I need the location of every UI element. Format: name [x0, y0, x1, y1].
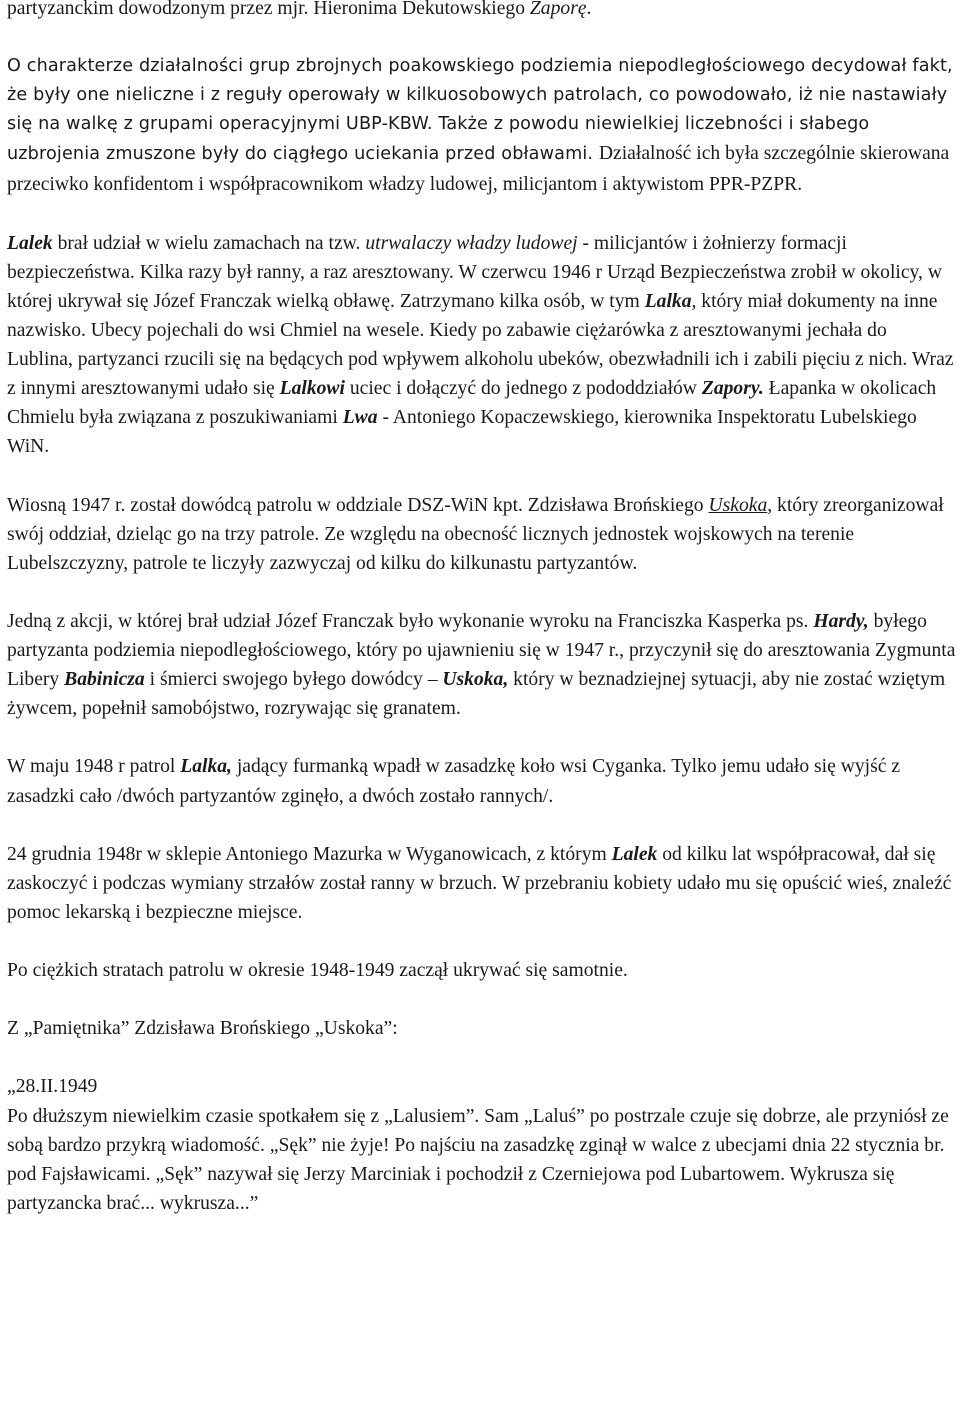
paragraph-assassinations [7, 229, 957, 462]
emphasis-hardy: Hardy, [813, 610, 869, 632]
paragraph-text: Wiosną 1947 r. został dowódcą patrolu w oddziale DSZ-WiN kpt. Zdzisława Brońskiego [7, 494, 709, 516]
paragraph-text: - milicjantów i żołnierzy formacji bezpieczeństwa. Kilka razy był ranny, a raz aresztowany. W czerwcu 1946 r Urząd Bezpieczeństwa zrobił w okolicy, w której ukrywał się Józef Franczak wielką obławę. Zatrzymano kilka osób, w tym [7, 232, 943, 312]
emphasis-utrwalaczy: utrwalaczy władzy ludowej [365, 232, 578, 254]
emphasis-lalkowi: Lalkowi [279, 378, 345, 400]
emphasis-zapory: Zapory. [701, 378, 764, 400]
diary-date: „28.II.1949 [7, 1076, 98, 1098]
paragraph-text: Działalność ich była szczególnie skierowana przeciwko konfidentom i współpracownikom władzy ludowej, milicjantom i aktywistom PPR-PZPR. [7, 143, 950, 195]
paragraph-spring-1947 [7, 491, 957, 578]
paragraph-text: W maju 1948 r patrol [7, 756, 181, 778]
paragraph-intro-end [7, 0, 957, 23]
paragraph-text: , który miał dokumenty na inne nazwisko. Ubecy pojechali do wsi Chmiel na wesele. Kiedy po zabawie ciężarówka z aresztowanymi jechała do Lublina, partyzanci rzucili się na będących pod wpływem alkoholu ubeków, obezwładnili ich i zabili pięciu z nich. Wraz z innymi aresztowanymi udało się [7, 290, 954, 400]
emphasis-lalka-2: Lalka, [180, 756, 232, 778]
document-page [7, 0, 957, 1218]
paragraph-text: brał udział w wielu zamachach na tzw. [52, 232, 366, 254]
emphasis-uskoka-2: Uskoka, [442, 669, 509, 691]
paragraph-text: uciec i dołączyć do jednego z pododdziałów [344, 378, 702, 400]
paragraph-kasperek [7, 607, 957, 723]
paragraph-text: partyzanckim dowodzonym przez mjr. Hieronima Dekutowskiego [7, 0, 530, 19]
paragraph-text: Z „Pamiętnika” Zdzisława Brońskiego „Uskoka”: [7, 1018, 398, 1040]
paragraph-alone [7, 956, 957, 985]
paragraph-text: , który zreorganizował swój oddział, dzieląc go na trzy patrole. Ze względu na obecność licznych jednostek wojskowych na terenie Lubelszczyzny, patrole te liczyły zazwyczaj od kilku do kilkunastu partyzantów. [7, 494, 944, 574]
paragraph-text: jadący furmanką wpadł w zasadzkę koło wsi Cyganka. Tylko jemu udało się wyjść z zasadzki cało /dwóch partyzantów zginęło, a dwóch zostało rannych/. [7, 756, 901, 807]
emphasis-lalek-2: Lalek [611, 843, 658, 865]
paragraph-text: 24 grudnia 1948r w sklepie Antoniego Mazurka w Wyganowicach, z którym [7, 843, 612, 865]
paragraph-text: - Antoniego Kopaczewskiego, kierownika Inspektoratu Lubelskiego WiN. [7, 407, 917, 458]
emphasis-lwa: Lwa [342, 407, 378, 429]
emphasis-uskoka: Uskoka [708, 494, 768, 516]
paragraph-text: . [586, 0, 592, 19]
paragraph-diary-heading [7, 1014, 957, 1043]
paragraph-december-1948 [7, 840, 957, 927]
emphasis-zapora: Zaporę [529, 0, 587, 19]
emphasis-lalka: Lalka [644, 290, 692, 312]
paragraph-text: Po ciężkich stratach patrolu w okresie 1948-1949 zaczął ukrywać się samotnie. [7, 960, 628, 982]
emphasis-lalek: Lalek [7, 232, 53, 254]
paragraph-may-1948 [7, 752, 957, 810]
paragraph-text: byłego partyzanta podziemia niepodległościowego, który po ujawnieniu się w 1947 r., przyczynił się do aresztowania Zygmunta Libery [7, 610, 956, 691]
paragraph-text: O charakterze działalności grup zbrojnych poakowskiego podziemia niepodległościowego decydował fakt, że były one nieliczne i z reguły operowały w kilkuosobowych patrolach, co powodowało, iż nie nastawiały się na walkę z grupami operacyjnymi UBP-KBW. Także z powodu niewielkiej liczebności i słabego uzbrojenia zmuszone były do ciągłego uciekania przed obławami. [7, 56, 953, 165]
paragraph-text: i śmierci swojego byłego dowódcy – [144, 669, 443, 691]
paragraph-diary-entry [7, 1072, 957, 1217]
paragraph-text: który w beznadziejnej sytuacji, aby nie zostać wziętym żywcem, popełnił samobójstwo, rozrywając się granatem. [7, 669, 946, 720]
paragraph-text: Łapanka w okolicach Chmielu była związana z poszukiwaniami [7, 378, 937, 429]
paragraph-text: od kilku lat współpracował, dał się zaskoczyć i podczas wymiany strzałów został ranny w brzuch. W przebraniu kobiety udało mu się opuścić wieś, znaleźć pomoc lekarską i bezpieczne miejsce. [7, 843, 952, 923]
paragraph-activity-character [7, 52, 957, 199]
diary-text: Po dłuższym niewielkim czasie spotkałem się z „Lalusiem”. Sam „Laluś” po postrzale czuje się dobrze, ale przyniósł ze sobą bardzo przykrą wiadomość. „Sęk” nie żyje! Po najściu na zasadzkę zginął w walce z ubecjami dnia 22 stycznia br. pod Fajsławicami. „Sęk” nazywał się Jerzy Marciniak i pochodził z Czerniejowa pod Lubartowem. Wykrusza się partyzancka brać... wykrusza...” [7, 1105, 949, 1214]
paragraph-text: Jedną z akcji, w której brał udział Józef Franczak było wykonanie wyroku na Franciszka Kasperka ps. [7, 610, 814, 632]
emphasis-babinicza: Babinicza [64, 669, 145, 691]
